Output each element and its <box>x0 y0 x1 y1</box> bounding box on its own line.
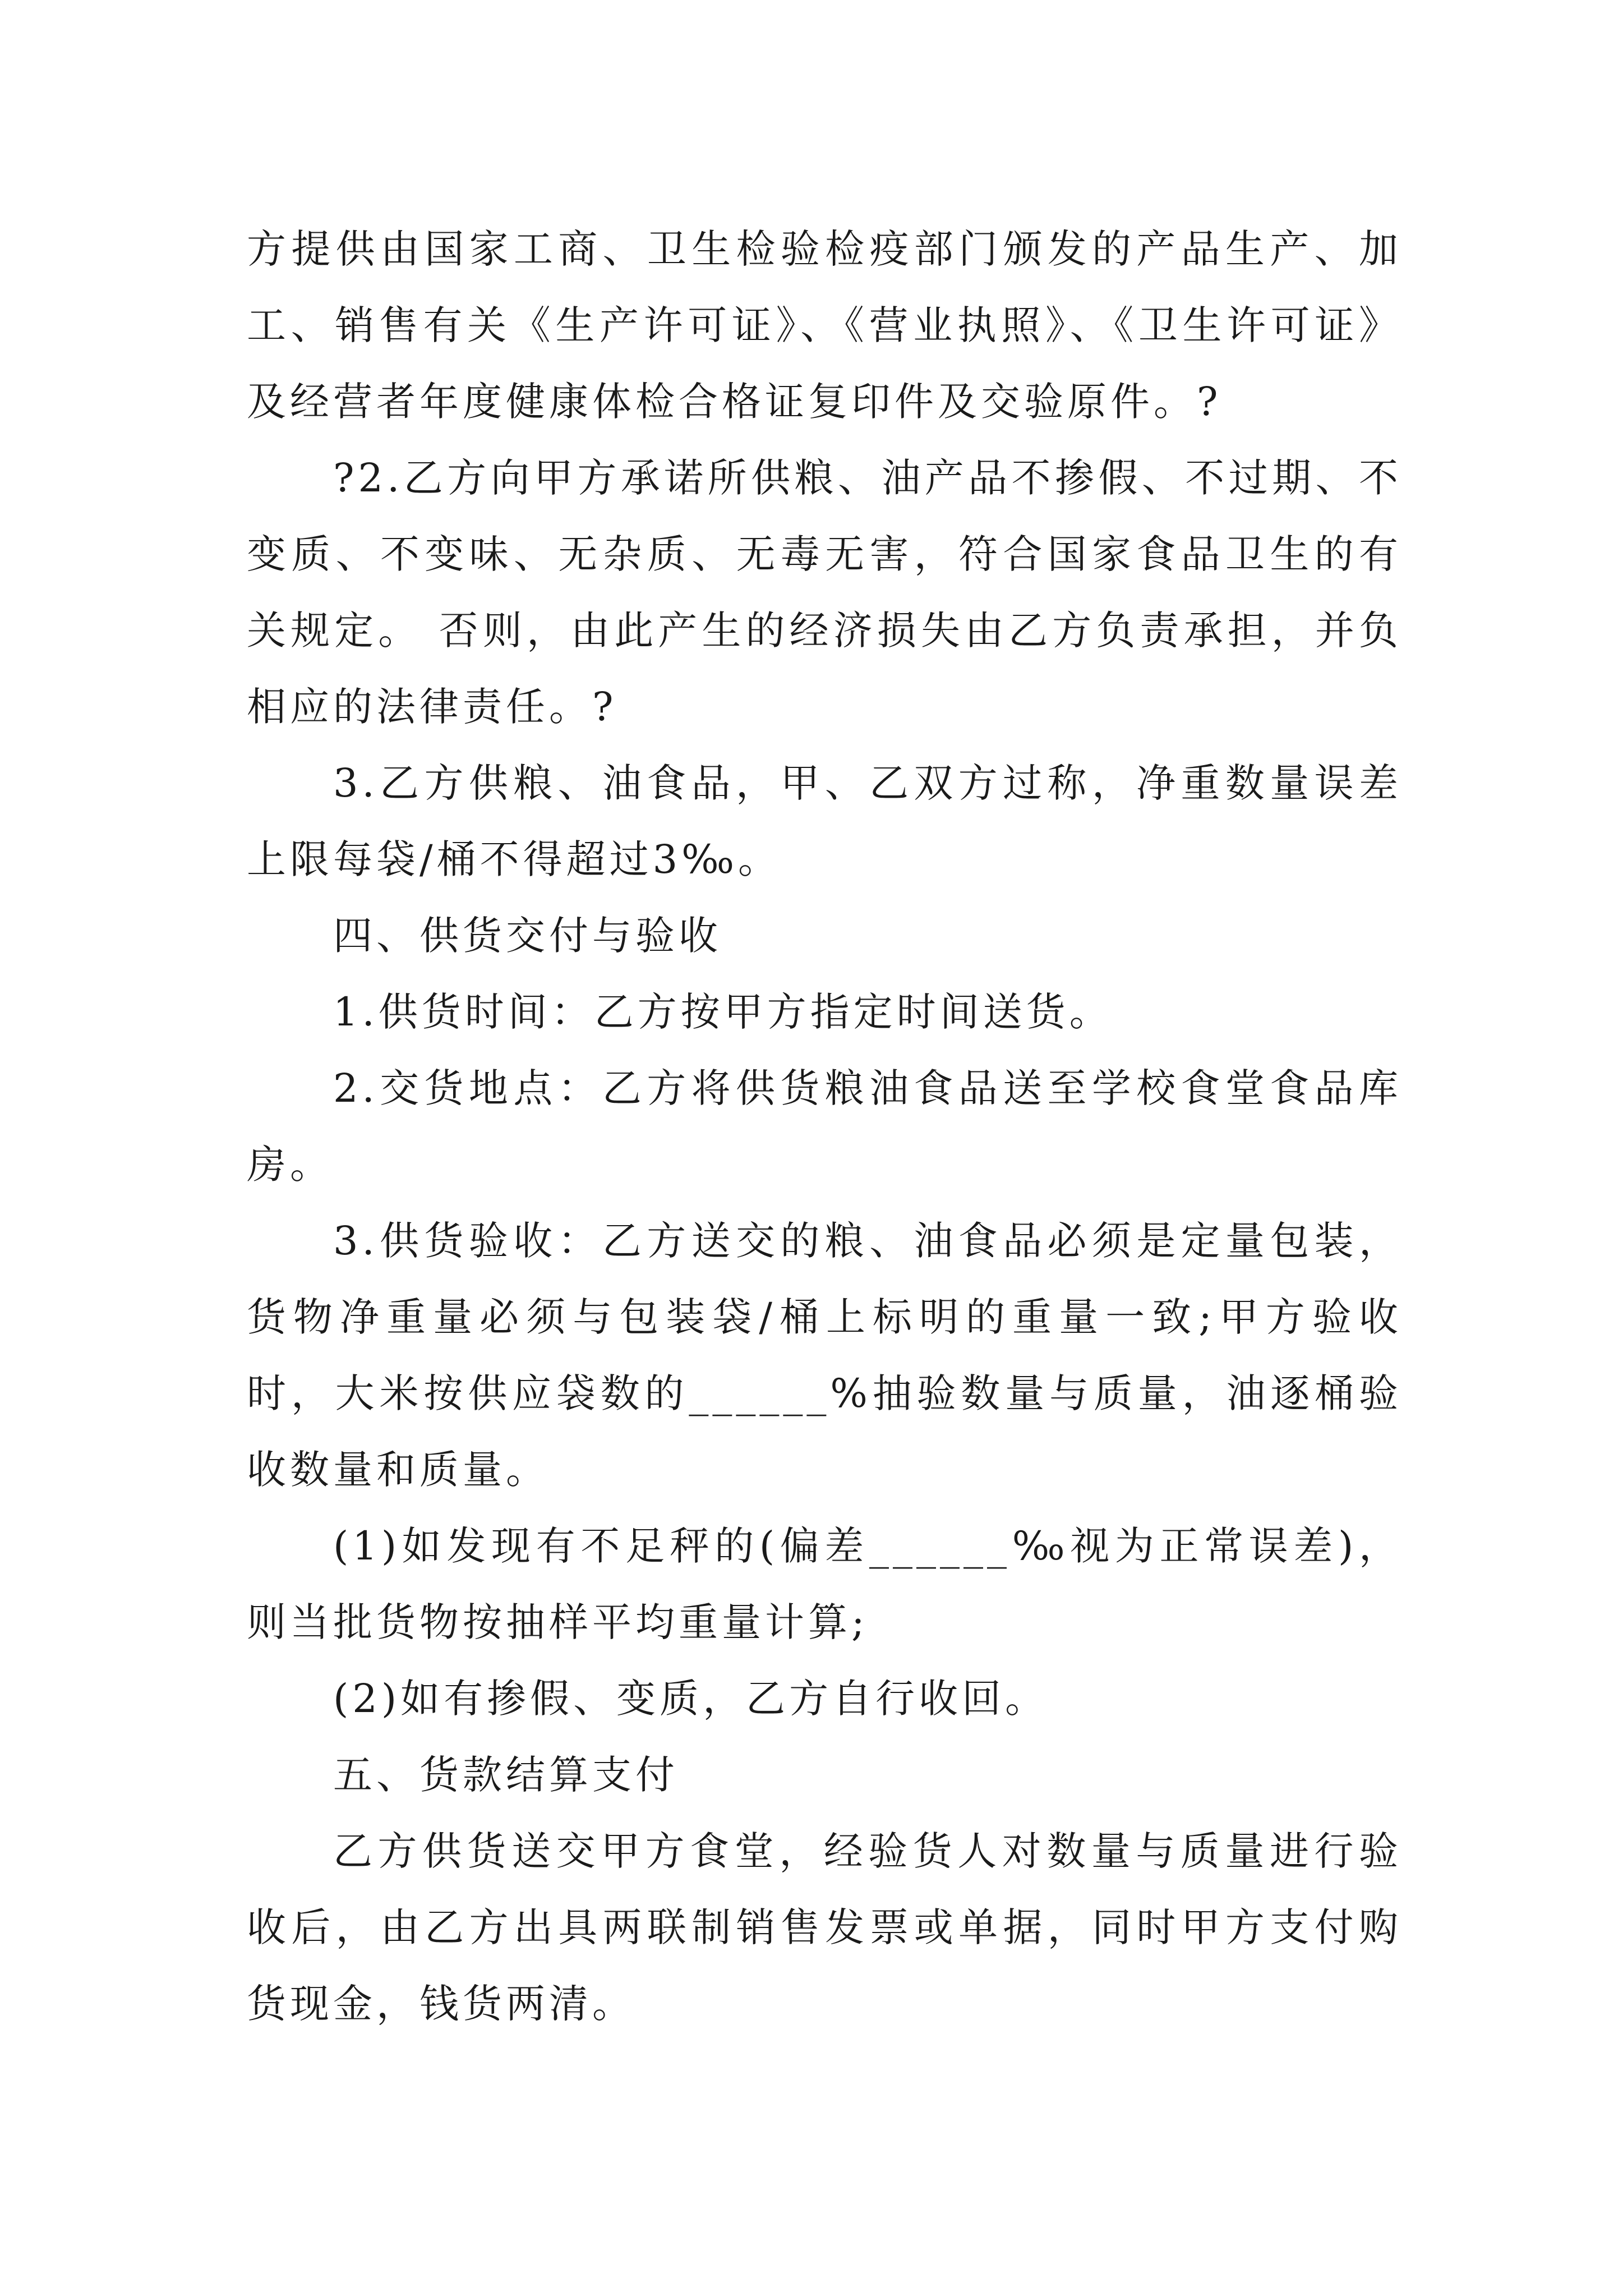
paragraph-quality-commitment: ?2.乙方向甲方承诺所供粮、油产品不掺假、不过期、不变质、不变味、无杂质、无毒无害，符合国家食品卫生的有关规定。 否则，由此产生的经济损失由乙方负责承担，并负相应的法律责任。? <box>247 455 1402 730</box>
paragraph-delivery-time: 1.供货时间：乙方按甲方指定时间送货。 <box>333 989 1113 1035</box>
paragraph-underweight-rule: (1)如发现有不足秤的(偏差______‰视为正常误差)，则当批货物按抽样平均重量计算; <box>247 1523 1402 1645</box>
paragraph-delivery-location: 2.交货地点：乙方将供货粮油食品送至学校食堂食品库房。 <box>247 1065 1402 1188</box>
paragraph-delivery-inspection: 3.供货验收：乙方送交的粮、油食品必须是定量包装，货物净重量必须与包装袋/桶上标明的重量一致;甲方验收时，大米按供应袋数的______%抽验数量与质量，油逐桶验收数量和质量。 <box>247 1218 1402 1493</box>
section-heading-payment: 五、货款结算支付 <box>333 1752 679 1798</box>
section-heading-delivery: 四、供货交付与验收 <box>333 913 722 959</box>
document-body <box>247 211 1402 2042</box>
paragraph-license-documents: 方提供由国家工商、卫生检验检疫部门颁发的产品生产、加工、销售有关《生产许可证》、《营业执照》、《卫生许可证》及经营者年度健康体检合格证复印件及交验原件。? <box>247 226 1402 425</box>
paragraph-payment-settlement: 乙方供货送交甲方食堂，经验货人对数量与质量进行验收后，由乙方出具两联制销售发票或单据，同时甲方支付购货现金，钱货两清。 <box>247 1828 1402 2027</box>
paragraph-adulteration-rule: (2)如有掺假、变质，乙方自行收回。 <box>333 1676 1049 1722</box>
paragraph-weight-tolerance: 3.乙方供粮、油食品，甲、乙双方过称，净重数量误差上限每袋/桶不得超过3‰。 <box>247 760 1402 882</box>
